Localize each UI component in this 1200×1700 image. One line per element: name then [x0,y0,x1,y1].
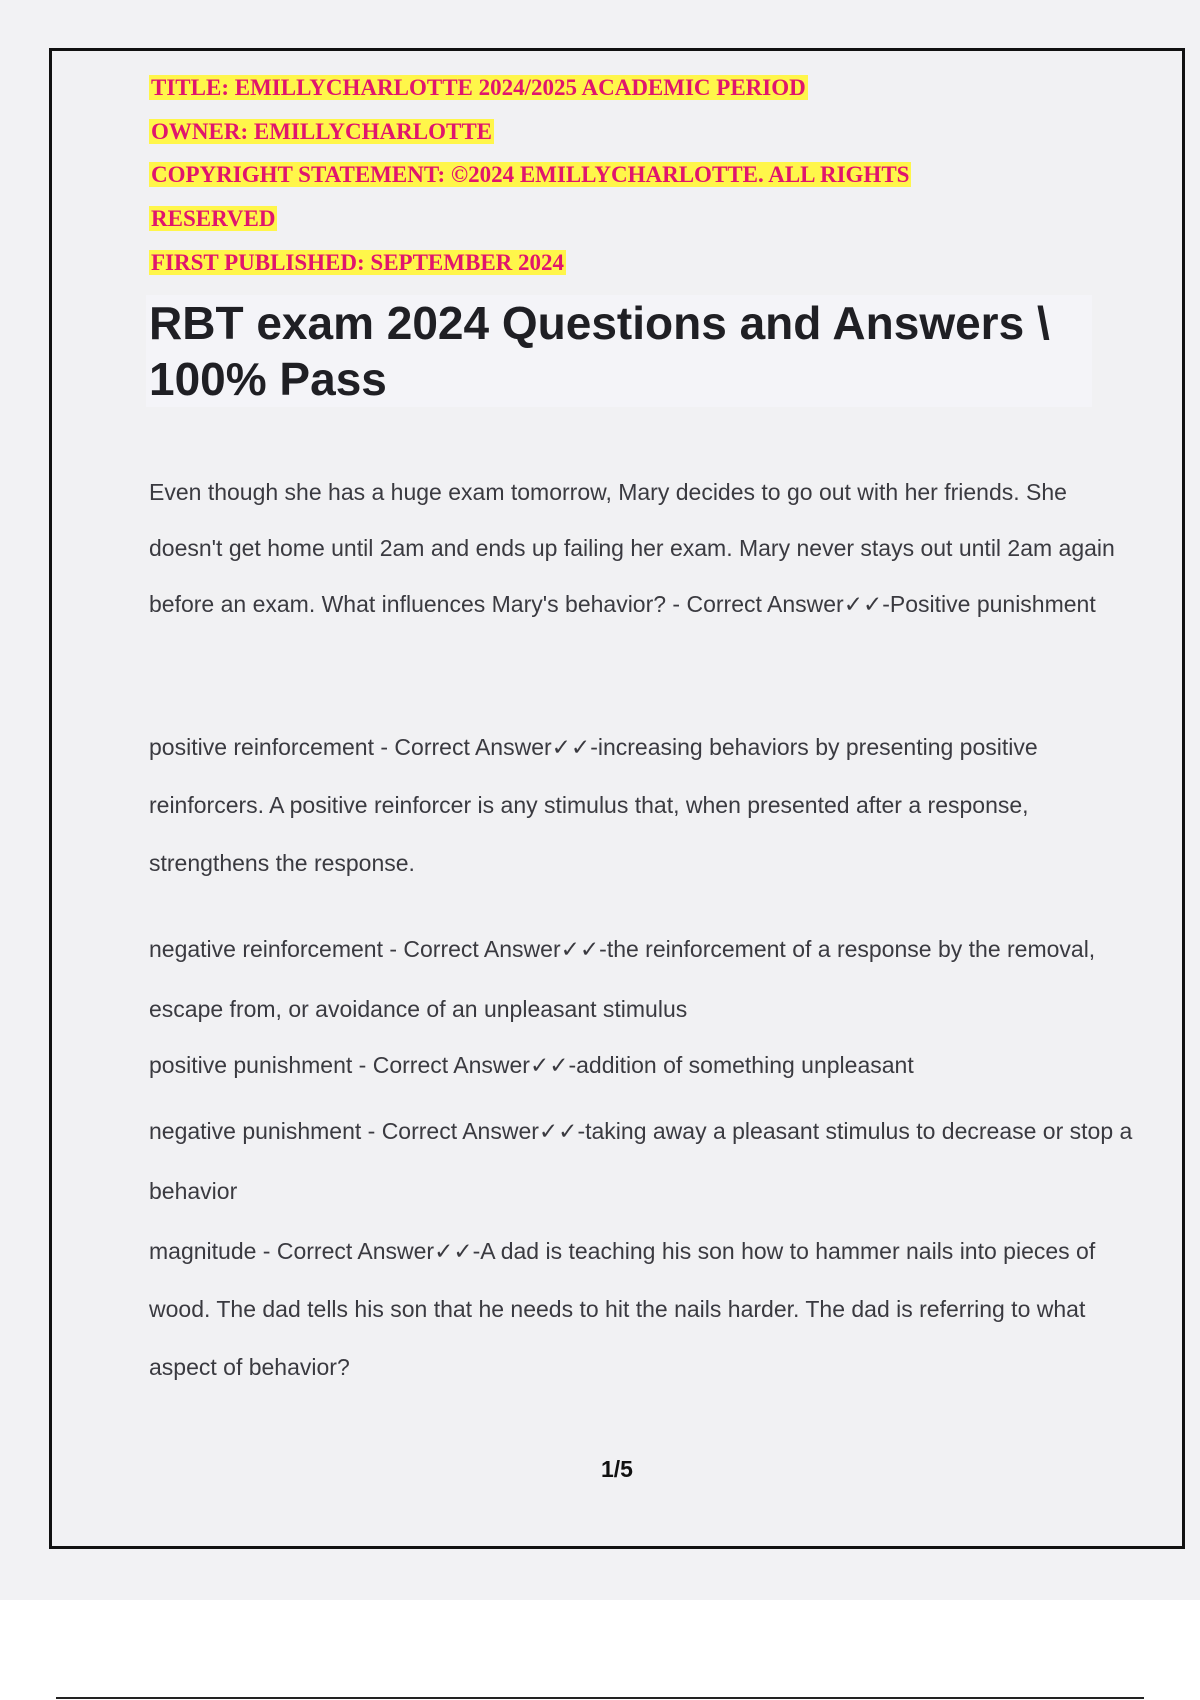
meta-title-line: TITLE: EMILLYCHARLOTTE 2024/2025 ACADEMIC PERIOD [151,75,806,100]
divider [56,1697,1144,1699]
qa-item: magnitude - Correct Answer✓✓-A dad is teaching his son how to hammer nails into pieces of wood. The dad tells his son that he needs to hit the nails harder. The dad is referring to what aspect of behavior? [149,1238,1096,1380]
meta-copyright-line: COPYRIGHT STATEMENT: ©2024 EMILLYCHARLOTTE. ALL RIGHTS [151,162,910,187]
document-page [49,48,1185,1549]
meta-owner-line: OWNER: EMILLYCHARLOTTE [151,119,493,144]
qa-item: positive reinforcement - Correct Answer✓✓-increasing behaviors by presenting positive reinforcers. A positive reinforcer is any stimulus that, when presented after a response, strengthens the response. [149,734,1038,876]
qa-item: negative punishment - Correct Answer✓✓-taking away a pleasant stimulus to decrease or stop a behavior [149,1118,1133,1204]
qa-item: negative reinforcement - Correct Answer✓✓-the reinforcement of a response by the removal, escape from, or avoidance of an unpleasant stimulus [149,936,1096,1022]
page-title: RBT exam 2024 Questions and Answers \ 100% Pass [149,297,1050,405]
meta-copyright-line-continued: RESERVED [151,206,276,231]
page-number: 1/5 [601,1456,633,1482]
meta-published-line: FIRST PUBLISHED: SEPTEMBER 2024 [151,250,565,275]
qa-item: Even though she has a huge exam tomorrow, Mary decides to go out with her friends. She doesn't get home until 2am and ends up failing her exam. Mary never stays out until 2am again before an exam. What influences Mary's behavior? - Correct Answer✓✓-Positive punishment [149,479,1115,617]
qa-item: positive punishment - Correct Answer✓✓-addition of something unpleasant [149,1052,914,1078]
